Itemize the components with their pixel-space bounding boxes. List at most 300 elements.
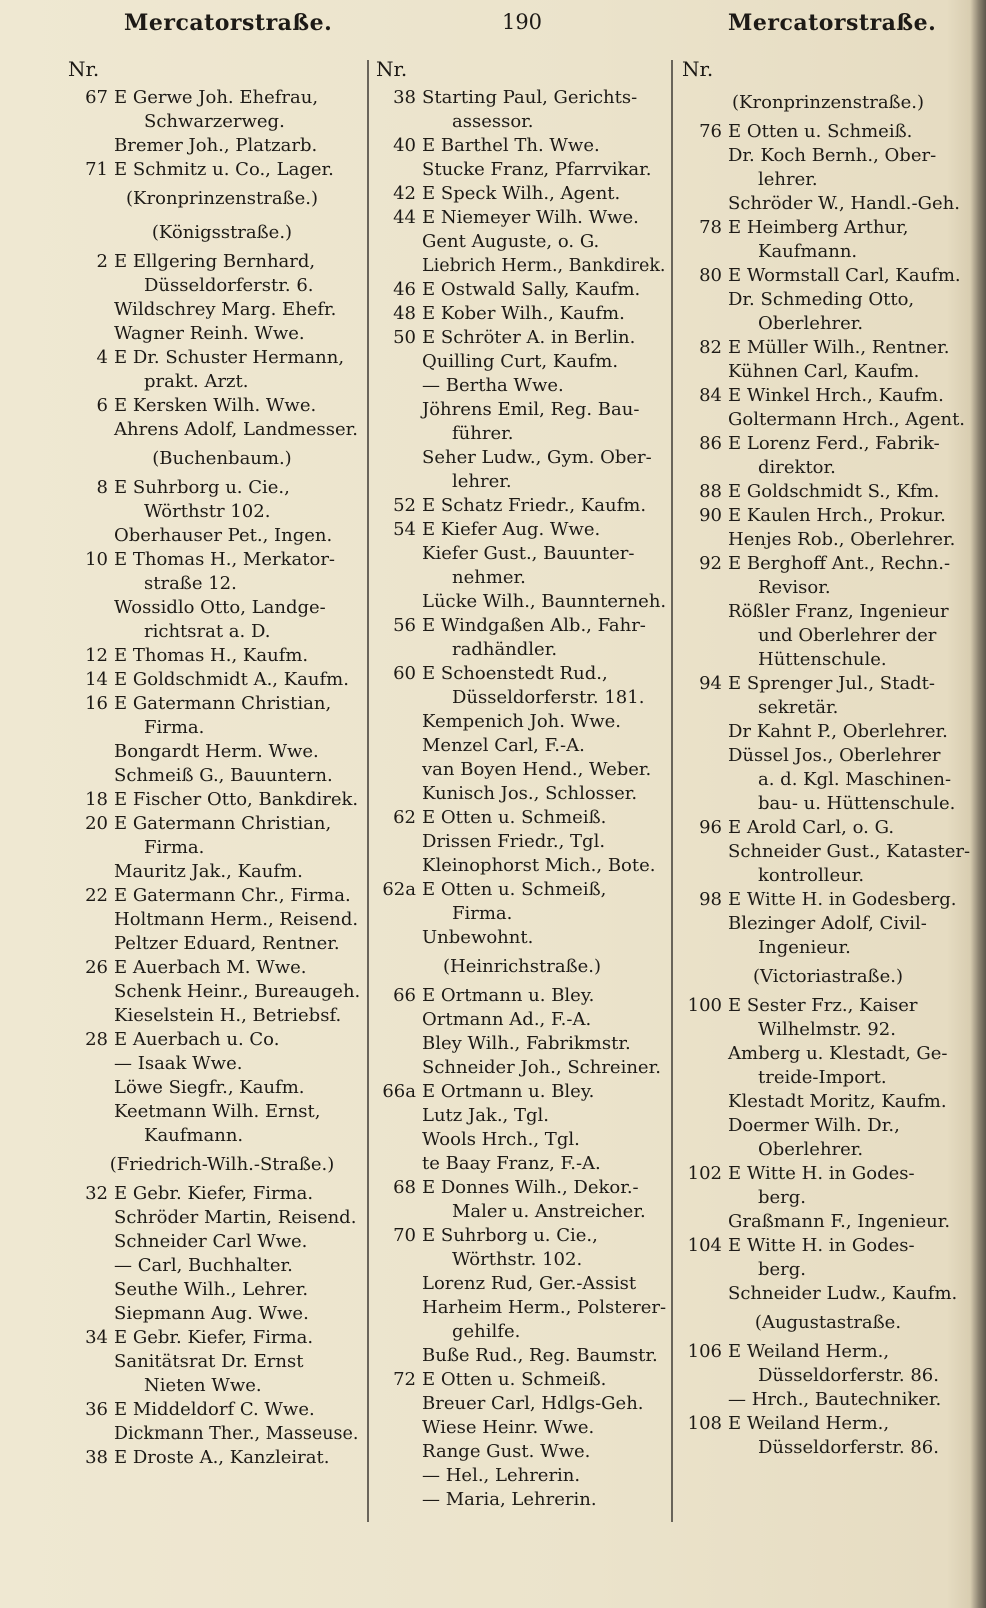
resident-entry xyxy=(376,230,668,254)
resident-entry xyxy=(376,1440,668,1464)
house-number xyxy=(376,902,416,926)
house-number xyxy=(68,740,108,764)
entry-text: Bremer Joh., Platzarb. xyxy=(114,135,318,156)
entry-text: van Boyen Hend., Weber. xyxy=(422,759,652,780)
resident-entry xyxy=(682,720,974,744)
resident-entry xyxy=(682,1210,974,1234)
entry-text: E Suhrborg u. Cie., xyxy=(114,477,290,498)
page-number: 190 xyxy=(501,10,543,34)
resident-entry xyxy=(376,374,668,398)
house-number xyxy=(376,1032,416,1056)
entry-text: sekretär. xyxy=(758,697,839,718)
column-nr-label: Nr. xyxy=(68,57,100,81)
entry-text: Rößler Franz, Ingenieur xyxy=(728,601,949,622)
entry-text: Liebrich Herm., Bankdirek. xyxy=(422,256,666,276)
house-number xyxy=(682,792,722,816)
entry-continuation xyxy=(682,312,974,336)
resident-entry xyxy=(376,1344,668,1368)
entry-text: E Sprenger Jul., Stadt- xyxy=(728,673,935,694)
house-number xyxy=(376,422,416,446)
entry-text: E Arold Carl, o. G. xyxy=(728,817,895,838)
resident-entry xyxy=(68,1100,364,1124)
entry-text: Bley Wilh., Fabrikmstr. xyxy=(422,1033,631,1054)
entry-text: E Ostwald Sally, Kaufm. xyxy=(422,279,641,300)
entry-text: E Kober Wilh., Kaufm. xyxy=(422,303,625,324)
entry-text: Gent Auguste, o. G. xyxy=(422,231,600,252)
house-number xyxy=(68,298,108,322)
house-entry xyxy=(682,1412,974,1436)
entry-continuation xyxy=(68,110,364,134)
entry-text: E Suhrborg u. Cie., xyxy=(422,1225,598,1246)
entry-text: E Schatz Friedr., Kaufm. xyxy=(422,495,647,516)
house-number xyxy=(68,1374,108,1398)
house-number xyxy=(682,312,722,336)
entry-text: Ortmann Ad., F.-A. xyxy=(422,1009,592,1030)
entry-text: — Carl, Buchhalter. xyxy=(114,1255,293,1276)
resident-entry xyxy=(682,528,974,552)
house-number: 86 xyxy=(699,433,722,454)
house-number: 28 xyxy=(85,1029,108,1050)
house-number xyxy=(682,456,722,480)
house-number xyxy=(682,288,722,312)
house-number xyxy=(376,1464,416,1488)
house-number xyxy=(682,624,722,648)
entry-continuation xyxy=(682,240,974,264)
resident-entry xyxy=(682,1114,974,1138)
house-number xyxy=(682,648,722,672)
entry-text: Oberlehrer. xyxy=(758,1139,864,1160)
resident-entry xyxy=(376,710,668,734)
resident-entry xyxy=(682,288,974,312)
house-number: 88 xyxy=(699,481,722,502)
resident-entry xyxy=(376,350,668,374)
house-number xyxy=(376,1272,416,1296)
entry-text: Dr Kahnt P., Oberlehrer. xyxy=(728,721,948,742)
house-number: 62 xyxy=(393,807,416,828)
street-section-heading: (Augustastraße. xyxy=(754,1312,902,1333)
entry-text: Kühnen Carl, Kaufm. xyxy=(728,361,920,382)
running-head-left: Mercatorstraße. xyxy=(124,10,333,36)
resident-entry xyxy=(376,1056,668,1080)
house-entry xyxy=(376,1176,668,1200)
house-entry xyxy=(376,984,668,1008)
resident-entry xyxy=(376,1416,668,1440)
street-section-heading: (Victoriastraße.) xyxy=(753,966,903,987)
house-number xyxy=(376,1392,416,1416)
entry-text: Blezinger Adolf, Civil- xyxy=(728,913,927,934)
resident-entry xyxy=(376,758,668,782)
house-number xyxy=(682,864,722,888)
entry-text: Kiefer Gust., Bauunter- xyxy=(422,543,635,564)
entry-text: Kaufmann. xyxy=(144,1125,244,1146)
resident-entry xyxy=(682,1282,974,1306)
entry-continuation xyxy=(376,1320,668,1344)
house-number: 46 xyxy=(393,279,416,300)
house-number xyxy=(376,710,416,734)
entry-text: — Isaak Wwe. xyxy=(114,1053,243,1074)
house-entry xyxy=(376,302,668,326)
house-number xyxy=(376,638,416,662)
house-number xyxy=(68,860,108,884)
house-number: 106 xyxy=(687,1341,722,1362)
house-entry xyxy=(682,1340,974,1364)
entry-text: Wagner Reinh. Wwe. xyxy=(114,323,305,344)
house-number xyxy=(68,1206,108,1230)
house-number xyxy=(68,524,108,548)
house-number xyxy=(682,144,722,168)
resident-entry xyxy=(682,600,974,624)
house-number: 94 xyxy=(699,673,722,694)
house-entry xyxy=(682,120,974,144)
resident-entry xyxy=(376,158,668,182)
house-number: 108 xyxy=(687,1413,722,1434)
house-entry xyxy=(376,86,668,110)
house-number xyxy=(376,1440,416,1464)
house-number xyxy=(682,840,722,864)
house-entry xyxy=(376,1080,668,1104)
house-entry xyxy=(68,158,364,182)
entry-text: E Kaulen Hrch., Prokur. xyxy=(728,505,946,526)
house-number xyxy=(376,1296,416,1320)
entry-text: Drissen Friedr., Tgl. xyxy=(422,831,606,852)
resident-entry xyxy=(376,542,668,566)
house-number xyxy=(376,1488,416,1512)
entry-continuation xyxy=(682,864,974,888)
entry-text: direktor. xyxy=(758,457,836,478)
column-divider xyxy=(367,60,369,1522)
entry-text: Lorenz Rud, Ger.-Assist xyxy=(422,1273,637,1294)
house-entry xyxy=(376,134,668,158)
resident-entry xyxy=(68,596,364,620)
house-number xyxy=(682,1282,722,1306)
house-number xyxy=(376,854,416,878)
entry-text: Firma. xyxy=(144,717,205,738)
resident-entry xyxy=(376,254,668,278)
resident-entry xyxy=(682,1090,974,1114)
entry-text: richtsrat a. D. xyxy=(144,621,271,642)
entry-text: E Gatermann Christian, xyxy=(114,693,332,714)
house-number: 90 xyxy=(699,505,722,526)
house-number xyxy=(68,1100,108,1124)
house-number: 32 xyxy=(85,1183,108,1204)
resident-entry xyxy=(68,298,364,322)
house-number xyxy=(68,1302,108,1326)
entry-text: Goltermann Hrch., Agent. xyxy=(728,409,966,430)
resident-entry xyxy=(376,1488,668,1512)
house-number: 22 xyxy=(85,885,108,906)
entry-text: Quilling Curt, Kaufm. xyxy=(422,351,619,372)
entry-text: Hüttenschule. xyxy=(758,649,887,670)
entry-text: Kieselstein H., Betriebsf. xyxy=(114,1005,342,1026)
entry-text: Dr. Schmeding Otto, xyxy=(728,289,915,310)
house-entry xyxy=(682,816,974,840)
house-number xyxy=(376,230,416,254)
entry-text: E Otten u. Schmeiß, xyxy=(422,879,607,900)
entry-text: kontrolleur. xyxy=(758,865,865,886)
entry-text: Schmeiß G., Bauuntern. xyxy=(114,765,333,786)
house-number: 66a xyxy=(382,1081,416,1102)
entry-text: Lücke Wilh., Baunnterneh. xyxy=(422,591,667,612)
entry-text: E Gebr. Kiefer, Firma. xyxy=(114,1327,314,1348)
house-number xyxy=(682,168,722,192)
house-number: 84 xyxy=(699,385,722,406)
house-entry xyxy=(68,1028,364,1052)
column-nr-label: Nr. xyxy=(376,57,408,81)
entry-text: Breuer Carl, Hdlgs-Geh. xyxy=(422,1393,644,1414)
house-number xyxy=(376,1152,416,1176)
house-entry xyxy=(68,476,364,500)
entry-text: E Heimberg Arthur, xyxy=(728,217,909,238)
resident-entry xyxy=(376,926,668,950)
entry-text: a. d. Kgl. Maschinen- xyxy=(758,769,952,790)
house-number xyxy=(376,350,416,374)
entry-continuation xyxy=(682,624,974,648)
resident-entry xyxy=(68,524,364,548)
entry-text: Range Gust. Wwe. xyxy=(422,1441,591,1462)
entry-continuation xyxy=(682,768,974,792)
house-number: 44 xyxy=(393,207,416,228)
house-number: 38 xyxy=(393,87,416,108)
house-number xyxy=(682,240,722,264)
entry-text: Schneider Joh., Schreiner. xyxy=(422,1057,661,1078)
house-entry xyxy=(376,206,668,230)
entry-text: E Sester Frz., Kaiser xyxy=(728,995,918,1016)
house-entry xyxy=(68,86,364,110)
entry-continuation xyxy=(376,470,668,494)
entry-text: Löwe Siegfr., Kaufm. xyxy=(114,1077,305,1098)
house-entry xyxy=(68,956,364,980)
entry-text: Maler u. Anstreicher. xyxy=(452,1201,646,1222)
house-number xyxy=(682,1436,722,1460)
resident-entry xyxy=(68,1422,364,1446)
house-number xyxy=(376,1104,416,1128)
entry-text: Bongardt Herm. Wwe. xyxy=(114,741,319,762)
house-number: 20 xyxy=(85,813,108,834)
entry-text: radhändler. xyxy=(452,639,558,660)
house-number xyxy=(68,836,108,860)
entry-text: Buße Rud., Reg. Baumstr. xyxy=(422,1345,658,1366)
entry-text: Düsseldorferstr. 6. xyxy=(144,275,314,296)
entry-text: E Witte H. in Godesberg. xyxy=(728,889,957,910)
entry-text: Wossidlo Otto, Landge- xyxy=(114,597,326,618)
house-number xyxy=(376,758,416,782)
house-number: 76 xyxy=(699,121,722,142)
house-entry xyxy=(376,614,668,638)
house-entry xyxy=(682,336,974,360)
street-section-heading: (Königsstraße.) xyxy=(151,222,293,243)
house-number xyxy=(376,374,416,398)
entry-text: E Weiland Herm., xyxy=(728,1413,890,1434)
entry-text: E Middeldorf C. Wwe. xyxy=(114,1399,315,1420)
house-number xyxy=(376,110,416,134)
house-entry xyxy=(68,1326,364,1350)
house-entry xyxy=(68,644,364,668)
resident-entry xyxy=(682,1388,974,1412)
resident-entry xyxy=(68,1254,364,1278)
entry-text: lehrer. xyxy=(452,471,512,492)
entry-text: Wörthstr. 102. xyxy=(452,1249,583,1270)
entry-continuation xyxy=(682,936,974,960)
house-number xyxy=(68,1230,108,1254)
entry-text: Firma. xyxy=(144,837,205,858)
resident-entry xyxy=(376,1296,668,1320)
entry-continuation xyxy=(68,620,364,644)
resident-entry xyxy=(68,764,364,788)
house-number xyxy=(376,1056,416,1080)
house-entry xyxy=(682,264,974,288)
street-section-heading: (Buchenbaum.) xyxy=(152,448,292,469)
entry-text: Kaufmann. xyxy=(758,241,858,262)
house-entry xyxy=(682,480,974,504)
entry-text: Unbewohnt. xyxy=(422,927,534,948)
house-number xyxy=(682,360,722,384)
house-number xyxy=(682,1042,722,1066)
resident-entry xyxy=(376,830,668,854)
house-entry xyxy=(68,1398,364,1422)
house-number: 18 xyxy=(85,789,108,810)
house-number: 52 xyxy=(393,495,416,516)
entry-text: E Auerbach M. Wwe. xyxy=(114,957,307,978)
entry-text: Nieten Wwe. xyxy=(144,1375,262,1396)
column-divider xyxy=(671,60,673,1522)
house-entry xyxy=(376,278,668,302)
entry-text: E Schmitz u. Co., Lager. xyxy=(114,159,334,180)
entry-continuation xyxy=(682,1186,974,1210)
entry-continuation xyxy=(682,576,974,600)
entry-text: — Maria, Lehrerin. xyxy=(422,1489,597,1510)
resident-entry xyxy=(68,134,364,158)
house-number xyxy=(682,1018,722,1042)
entry-text: E Witte H. in Godes- xyxy=(728,1163,915,1184)
entry-text: Starting Paul, Gerichts- xyxy=(422,87,638,108)
entry-text: Düsseldorferstr. 181. xyxy=(452,687,645,708)
entry-text: E Dr. Schuster Hermann, xyxy=(114,347,345,368)
house-number xyxy=(682,1066,722,1090)
entry-continuation xyxy=(682,1258,974,1282)
house-number xyxy=(68,134,108,158)
entry-text: E Ortmann u. Bley. xyxy=(422,1081,595,1102)
entry-text: — Hrch., Bautechniker. xyxy=(728,1389,942,1410)
entry-text: Wildschrey Marg. Ehefr. xyxy=(114,299,337,320)
entry-continuation xyxy=(682,1066,974,1090)
entry-text: E Thomas H., Kaufm. xyxy=(114,645,309,666)
entry-text: Schenk Heinr., Bureaugeh. xyxy=(114,981,361,1002)
resident-entry xyxy=(376,1464,668,1488)
entry-text: E Lorenz Ferd., Fabrik- xyxy=(728,433,940,454)
house-number xyxy=(682,768,722,792)
house-entry xyxy=(68,548,364,572)
house-number xyxy=(68,500,108,524)
house-number xyxy=(682,600,722,624)
house-number xyxy=(682,744,722,768)
entry-text: Wools Hrch., Tgl. xyxy=(422,1129,580,1150)
entry-text: Wörthstr 102. xyxy=(144,501,271,522)
house-number: 82 xyxy=(699,337,722,358)
house-entry xyxy=(682,504,974,528)
house-number xyxy=(376,830,416,854)
entry-continuation xyxy=(376,422,668,446)
entry-text: Schneider Gust., Kataster- xyxy=(728,841,971,862)
house-number xyxy=(68,1350,108,1374)
house-number: 48 xyxy=(393,303,416,324)
entry-continuation xyxy=(376,902,668,926)
house-entry xyxy=(682,384,974,408)
house-number xyxy=(682,1210,722,1234)
entry-continuation xyxy=(68,572,364,596)
entry-text: Menzel Carl, F.-A. xyxy=(422,735,585,756)
entry-text: E Goldschmidt A., Kaufm. xyxy=(114,669,349,690)
house-number xyxy=(68,370,108,394)
house-number xyxy=(68,418,108,442)
entry-continuation xyxy=(376,566,668,590)
entry-text: Schröder W., Handl.-Geh. xyxy=(728,193,960,214)
entry-text: E Wormstall Carl, Kaufm. xyxy=(728,265,961,286)
house-number xyxy=(682,936,722,960)
entry-text: Mauritz Jak., Kaufm. xyxy=(114,861,303,882)
entry-text: Henjes Rob., Oberlehrer. xyxy=(728,529,956,550)
house-entry xyxy=(68,884,364,908)
entry-text: Jöhrens Emil, Reg. Bau- xyxy=(422,399,640,420)
house-number xyxy=(376,158,416,182)
house-entry xyxy=(682,552,974,576)
entry-text: te Baay Franz, F.-A. xyxy=(422,1153,601,1174)
house-number xyxy=(682,1186,722,1210)
house-number: 98 xyxy=(699,889,722,910)
entry-continuation xyxy=(68,836,364,860)
entry-text: Seuthe Wilh., Lehrer. xyxy=(114,1279,309,1300)
resident-entry xyxy=(68,1052,364,1076)
entry-continuation xyxy=(682,1436,974,1460)
house-number xyxy=(376,542,416,566)
house-number xyxy=(682,1138,722,1162)
house-number xyxy=(376,1008,416,1032)
entry-text: E Schoenstedt Rud., xyxy=(422,663,608,684)
resident-entry xyxy=(376,446,668,470)
entry-text: Oberhauser Pet., Ingen. xyxy=(114,525,333,546)
house-number xyxy=(68,110,108,134)
entry-text: Doermer Wilh. Dr., xyxy=(728,1115,900,1136)
house-number: 68 xyxy=(393,1177,416,1198)
house-number xyxy=(68,572,108,596)
house-entry xyxy=(68,812,364,836)
resident-entry xyxy=(68,418,364,442)
house-number: 16 xyxy=(85,693,108,714)
house-number xyxy=(682,576,722,600)
house-number xyxy=(376,398,416,422)
house-number xyxy=(376,686,416,710)
house-number: 104 xyxy=(687,1235,722,1256)
house-number xyxy=(376,446,416,470)
house-entry xyxy=(376,182,668,206)
house-number xyxy=(68,322,108,346)
entry-text: Keetmann Wilh. Ernst, xyxy=(114,1101,321,1122)
house-number xyxy=(376,470,416,494)
house-number xyxy=(376,1416,416,1440)
resident-entry xyxy=(68,1278,364,1302)
entry-text: E Fischer Otto, Bankdirek. xyxy=(114,789,359,810)
house-entry xyxy=(376,878,668,902)
house-entry xyxy=(68,1446,364,1470)
entry-text: E Barthel Th. Wwe. xyxy=(422,135,600,156)
street-section-heading: (Heinrichstraße.) xyxy=(443,956,601,977)
house-entry xyxy=(68,1182,364,1206)
house-entry xyxy=(376,326,668,350)
resident-entry xyxy=(682,144,974,168)
resident-entry xyxy=(682,192,974,216)
resident-entry xyxy=(68,1350,364,1374)
entry-text: Oberlehrer. xyxy=(758,313,864,334)
entry-text: E Gatermann Chr., Firma. xyxy=(114,885,351,906)
